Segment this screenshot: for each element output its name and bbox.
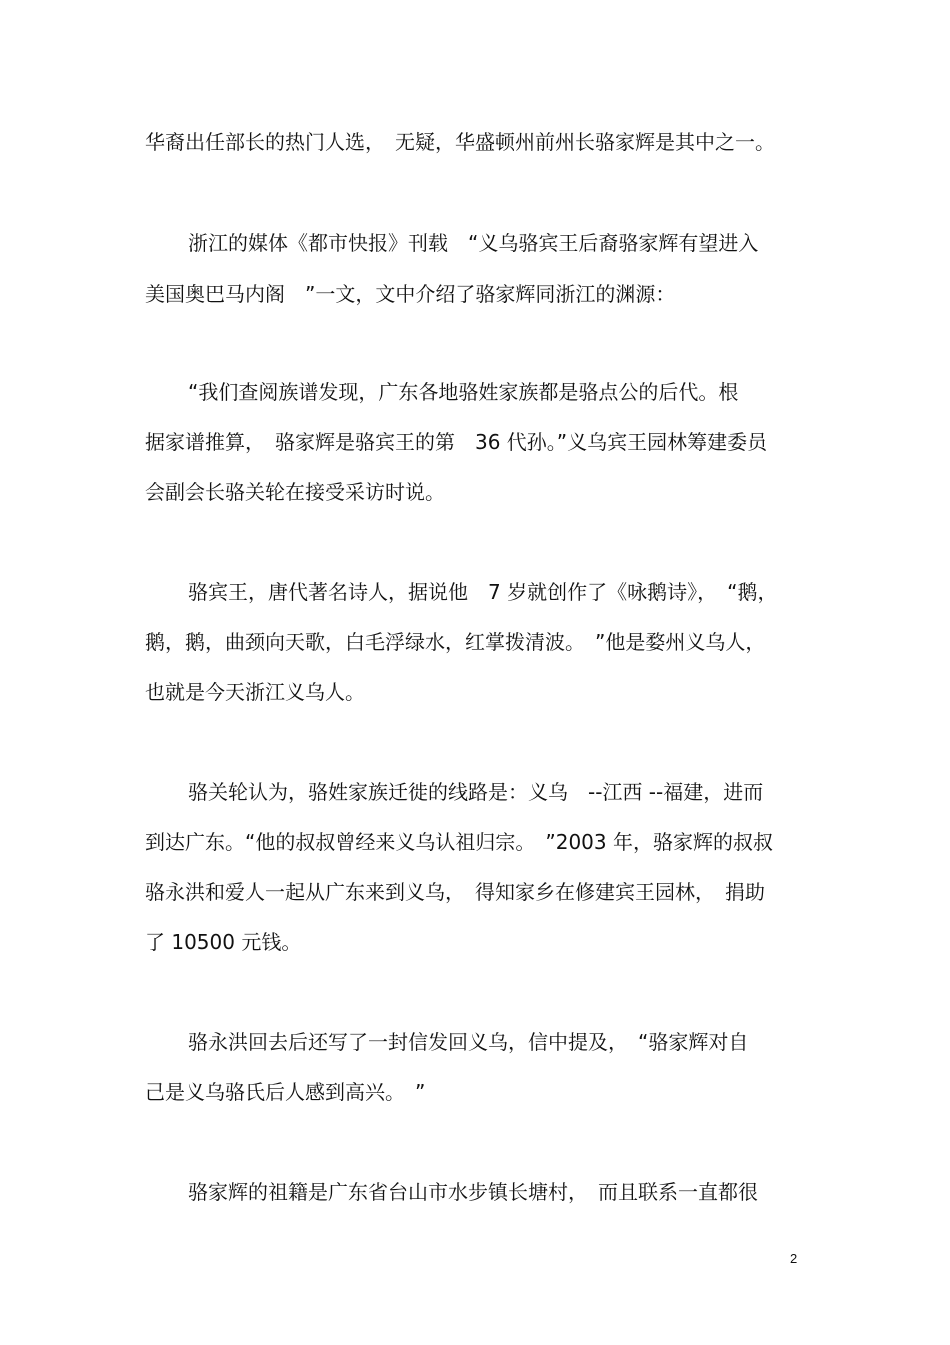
text-line: 了 10500 元钱。 [145,930,302,954]
text-line: “我们查阅族谱发现，广东各地骆姓家族都是骆点公的后代。根 [188,380,739,404]
text-line: 骆永洪回去后还写了一封信发回义乌，信中提及， “骆家辉对自 [188,1030,749,1054]
text-line: 骆家辉的祖籍是广东省台山市水步镇长塘村， 而且联系一直都很 [188,1180,758,1204]
text-line: 浙江的媒体《都市快报》刊载 “义乌骆宾王后裔骆家辉有望进入 [188,231,759,255]
text-line: 也就是今天浙江义乌人。 [145,680,365,704]
text-line: 华裔出任部长的热门人选， 无疑，华盛顿州前州长骆家辉是其中之一。 [145,130,775,154]
text-line: 鹅，鹅，曲颈向天歌，白毛浮绿水，红掌拨清波。 ”他是婺州义乌人， [145,630,766,654]
page-number: 2 [790,1251,798,1266]
text-line: 骆永洪和爱人一起从广东来到义乌， 得知家乡在修建宾王园林， 捐助 [145,880,765,904]
text-line: 会副会长骆关轮在接受采访时说。 [145,480,445,504]
text-line: 到达广东。“他的叔叔曾经来义乌认祖归宗。 ”2003 年，骆家辉的叔叔 [145,830,773,854]
text-line: 据家谱推算， 骆家辉是骆宾王的第 36 代孙。”义乌宾王园林筹建委员 [145,430,768,454]
text-line: 骆宾王，唐代著名诗人，据说他 7 岁就创作了《咏鹅诗》， “鹅， [188,580,778,604]
text-line: 美国奥巴马内阁 ”一文，文中介绍了骆家辉同浙江的渊源： [145,282,676,306]
text-line: 己是义乌骆氏后人感到高兴。 ” [145,1080,426,1104]
text-line: 骆关轮认为，骆姓家族迁徙的线路是：义乌 --江西 --福建，进而 [188,780,764,804]
